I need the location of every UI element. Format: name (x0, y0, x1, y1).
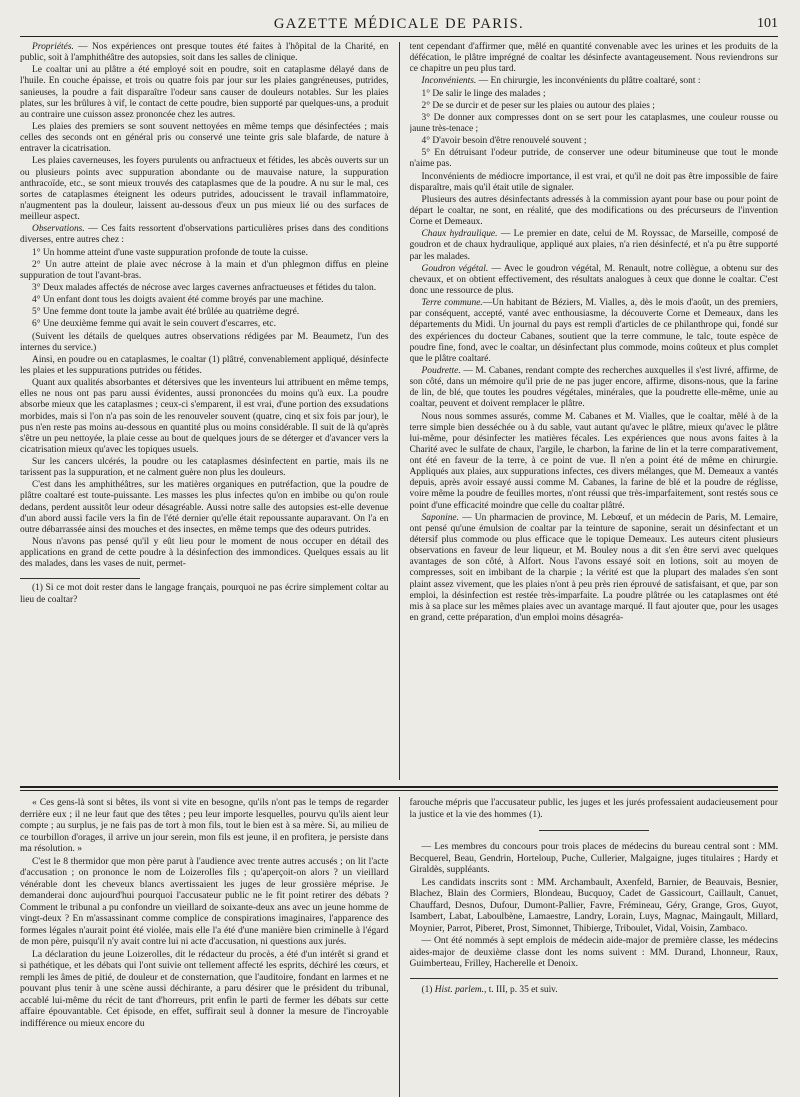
paragraph-text: 1° De salir le linge des malades ; (421, 88, 546, 99)
paragraph (20, 260, 389, 282)
section-separator-thin (20, 790, 778, 791)
paragraph (410, 148, 779, 170)
paragraph (20, 122, 389, 155)
footnote (410, 985, 779, 996)
paragraph (410, 101, 779, 112)
footnote-rest: , t. III, p. 35 et suiv. (484, 984, 558, 995)
paragraph (20, 332, 389, 354)
paragraph (410, 877, 779, 935)
paragraph (410, 89, 779, 100)
paragraph-text: 4° D'avoir besoin d'être renouvelé souvent ; (421, 136, 587, 147)
paragraph-text: 3° Deux malades affectés de nécrose avec larges cavernes anfractueuses et fétides du talon. (32, 282, 377, 293)
paragraph-text: Plusieurs des autres désinfectants adressés à la commission ayant pour base ou pour point de départ le coaltar, ne sont, en réalité, que des modifications ou des précurseurs de l'invention Corne et Demeaux. (409, 194, 778, 228)
paragraph-text: — Avec le goudron végétal, M. Renault, notre collègue, a obtenu sur des chevaux, et on obtient effectivement, des résultats analogues à ceux que donne le coaltar. C'est donc une ressource de plus. (409, 263, 778, 296)
paragraph (410, 935, 779, 970)
paragraph-text: Ainsi, en poudre ou en cataplasmes, le coaltar (1) plâtré, convenablement appliqué, désinfecte les plaies et les suppurations putrides ou fétides. (20, 354, 389, 376)
paragraph-text: 4° Un enfant dont tous les doigts avaient été comme broyés par une machine. (32, 295, 324, 306)
paragraph (20, 65, 389, 121)
paragraph (410, 229, 779, 262)
paragraph (20, 457, 389, 479)
paragraph-text: Nous n'avons pas pensé qu'il y eût lieu pour le moment de nous occuper en détail des applications en grand de cette poudre à la désinfection des immondices. Quelques essais au lit des malades, dans les vases de nuit, permet- (20, 537, 389, 570)
paragraph-text: — Nos expériences ont presque toutes été faites à l'hôpital de la Charité, en public, soit à l'amphithéâtre des autopsies, soit dans les salles de clinique. (20, 42, 389, 64)
lower-section (20, 797, 778, 1097)
paragraph-text: « Ces gens-là sont si bêtes, ils vont si vite en besogne, qu'ils n'ont pas le temps de regarder derrière eux ; il ne leur faut que des têtes ; peu leur importe lesquelles, pourvu qu'ils aient leur compte ; au surplus, je ne fais pas de tort à mon fils, tout le bien est à sa mère. Si, au milieu de ce tourbillon d'orages, il arrive un jour serein, mon fils est jeune, il en profitera, je persiste dans ma résolution. » (20, 797, 389, 854)
paragraph (20, 295, 389, 306)
page-header (20, 14, 778, 37)
column-divider (399, 42, 400, 780)
paragraph (20, 283, 389, 294)
paragraph-text: Les candidats inscrits sont : MM. Archambault, Axenfeld, Barnier, de Beauvais, Besnier, Blachez, Blain des Cormiers, Blondeau, Bucquoy, Cadet de Gassicourt, Caillault, Canuet, Chauffard, Desnos, Dufour, Dumont-Pallier, Favre, Frémineau, Géry, Grange, Gros, Guyot, Isambert, Labat, Laboulbène, Lamaestre, Landry, Lorain, Luys, Magnac, Maingault, Millard, Moynier, Parrot, Piberet, Prost, Simonnet, Thibierge, Triboulet, Vidal, Voisin, Zambaco. (409, 876, 778, 934)
paragraph-lead: Chaux hydraulique. (421, 229, 498, 240)
paragraph-text: C'est le 8 thermidor que mon père parut à l'audience avec trente autres accusés ; on lit l'acte d'accusation ; on prononce le nom de Loizerolles fils ; qu'aperçoit-on alors ? un vieillard vénérable dont les cheveux blancs avertissaient les juges de leur grossière méprise. Je demanderai donc aujourd'hui pourquoi l'accusateur public ne le fit point retirer des débats ? Comment le tribunal a pu confondre un vieillard de soixante-deux ans avec un jeune homme de vingt-deux ? En m'assassinant comme complice de conspirations imaginaires, l'apparence des formes légales n'aurait point été violée, mais elle l'a été d'une manière bien criminelle à l'égard de mon père, puisqu'il n'y avait contre lui ni acte d'accusation, ni questions aux jurés. (20, 855, 389, 947)
paragraph (20, 224, 389, 246)
paragraph (410, 298, 779, 365)
paragraph (20, 355, 389, 377)
paragraph-text: 3° De donner aux compresses dont on se sert pour les cataplasmes, une couleur rousse ou jaune très-tenace ; (409, 112, 778, 134)
lower-right-column (410, 797, 779, 1097)
paragraph-text: — Ces faits ressortent d'observations particulières prises dans des conditions diverses, entre autres chez : (20, 224, 389, 246)
section-separator (20, 786, 778, 788)
paragraph-text: Inconvénients de médiocre importance, il est vrai, et qu'il ne doit pas être impossible de faire disparaître, mais qu'il était utile de signaler. (409, 171, 778, 193)
upper-left-column (20, 42, 389, 780)
paragraph-text: 1° Un homme atteint d'une vaste suppuration profonde de toute la cuisse. (32, 247, 308, 258)
paragraph-text: Quant aux qualités absorbantes et détersives que les inventeurs lui attribuent en même temps, elles ne nous ont pas paru aussi évidentes, aussi prononcées du moins qu'à eux. La poudre absorbe mieux que les cataplasmes ; ceux-ci s'emparent, il est vrai, d'une portion des exsudations morbides, mais si l'on n'a pas soin de les renouveler souvent (quatre, cinq et six fois par jour), le pus n'en reste pas moins au-dessous en quantité plus ou moins considérable. Il suit de là qu'après s'être un peu nettoyée, la plaie cesse au bout de quelques jours de se déterger et d'avancer vers la cicatrisation mieux qu'avec les topiques usuels. (20, 378, 389, 455)
paragraph (410, 841, 779, 876)
paragraph (410, 264, 779, 297)
paragraph (410, 366, 779, 411)
continued-paragraph: farouche mépris que l'accusateur public, les juges et les jurés professaient audacieusement pour la justice et la vie des hommes (1). (409, 797, 778, 820)
paragraph-text: (Suivent les détails de quelques autres observations rédigées par M. Beaumetz, l'un des internes du service.) (20, 331, 389, 353)
paragraph (20, 949, 389, 1030)
paragraph (20, 797, 389, 855)
paragraph-text: — Le premier en date, celui de M. Royssac, de Marseille, composé de goudron et de chaux hydraulique, appliqué aux plaies, n'a rien désinfecté, et n'a pu être supporté par les malades. (409, 229, 778, 262)
footnote-mark: (1) (421, 984, 435, 995)
paragraph-text: — En chirurgie, les inconvénients du plâtre coaltaré, sont : (476, 76, 701, 87)
paragraph (20, 378, 389, 456)
paragraph-lead: Terre commune. (421, 298, 483, 309)
paragraph (20, 537, 389, 570)
paragraph-lead: Poudrette. (421, 365, 461, 376)
column-divider (399, 797, 400, 1097)
paragraph (20, 42, 389, 64)
footnote: (1) Si ce mot doit rester dans le langage français, pourquoi ne pas écrire simplement coltar au lieu de coaltar? (20, 583, 389, 605)
paragraph-text: — Les membres du concours pour trois places de médecins du bureau central sont : MM. Becquerel, Beau, Gendrin, Horteloup, Puche, Cullerier, Malgaigne, juges titulaires ; Hardy et Giraldès, suppléants. (409, 841, 778, 875)
paragraph-text: 2° De se durcir et de peser sur les plaies ou autour des plaies ; (421, 100, 655, 111)
paragraph-text: C'est dans les amphithéâtres, sur les matières organiques en putréfaction, que la poudre de plâtre coaltaré est toute-puissante. Les masses les plus infectes qu'on en imbibe ou qu'on roule dedans, perdent aussitôt leur odeur désagréable. Aussi notre salle des autopsies est-elle devenue d'un abord aussi facile vers la fin de l'été dernier qu'elle était repoussante auparavant. On l'a en outre débarrassée ainsi des mouches et des insectes, en même temps que des odeurs putrides. (20, 480, 389, 535)
footnote-source: Hist. parlem. (434, 984, 484, 995)
paragraph (410, 412, 779, 512)
paragraph-text: Les plaies caverneuses, les foyers purulents ou anfractueux et fétides, les abcès ouverts sur un ou plusieurs points avec suppuration abondante ou de mauvaise nature, la suppuration anthracoïde, etc., se sont mieux trouvés des cataplasmes que de la poudre. A nu sur le mal, ces sortes de cataplasmes éteignent les odeurs putrides, adoucissent le travail inflammatoire, n'augmentent pas la douleur, laissent au-dessous d'eux un pus mieux lié ou des surfaces de meilleur aspect. (20, 156, 389, 223)
paragraph-text: La déclaration du jeune Loizerolles, dit le rédacteur du procès, a été d'un intérêt si grand et si pathétique, et les débats qui l'ont suivie ont tellement affecté les esprits, déchiré les cœurs, et rempli les âmes de pitié, de douleur et de consternation, que l'auditoire, fondant en larmes et ne pouvant plus tenir à une scène aussi déchirante, a paru désirer que le président du tribunal, accablé lui-même du récit de tant d'horreurs, prit enfin le parti de fermer les débats sur cette affaire épouvantable. Cet épisode, en effet, suffirait seul à donner la mesure de l'incroyable indifférence ou mieux encore du (20, 948, 389, 1029)
paragraph (20, 156, 389, 223)
paragraph (20, 480, 389, 536)
paragraph (410, 513, 779, 624)
paragraph-text: Nous nous sommes assurés, comme M. Cabanes et M. Vialles, que le coaltar, mêlé à de la terre simple bien desséchée ou à du sable, vaut autant qu'avec le plâtre, mieux qu'avec le plâtre lui-même, pour désinfecter les matières fécales. Les expériences que nous avons faites à la Charité avec le sulfate de chaux, l'argile, le charbon, la farine de lin et la terre comparativement, ont été en faveur de la terre, à ce point de vue. Il n'en a point été de même en chirurgie. Appliqués aux plaies, aux suppurations infectes, ces divers mélanges, que M. Demeaux a vantés depuis, après avoir essayé aussi comme M. Cabanes, la farine de blé et la poudre de réglisse, voire même la poudre de feuilles mortes, n'ont réussi que très-imparfaitement, sont restés sous ce point d'une efficacité moindre que celle du coaltar plâtré. (409, 411, 778, 511)
paragraph-lead: Goudron végétal. (421, 263, 489, 274)
paragraph (410, 42, 779, 75)
paragraph (20, 856, 389, 948)
paragraph-text: Sur les cancers ulcérés, la poudre ou les cataplasmes désinfectent en partie, mais ils ne tarissent pas la suppuration, et ne calment guère non plus les douleurs. (20, 457, 389, 479)
paragraph-text: 6° Une deuxième femme qui avait le sein couvert d'escarres, etc. (32, 319, 276, 330)
paragraph-lead: Saponine. (421, 512, 459, 523)
paragraph (410, 172, 779, 194)
paragraph-text: Les plaies des premiers se sont souvent nettoyées en même temps que désinfectées ; mais celles des seconds ont en général pris ou conservé une teinte gris sale blafarde, de nature à entraver la cicatrisation. (20, 121, 389, 155)
paragraph (410, 113, 779, 135)
paragraph (20, 307, 389, 318)
paragraph-text: — M. Cabanes, rendant compte des recherches auxquelles il s'est livré, affirme, de son côté, dans un mémoire qu'il prie de ne pas juger encore, affirme, disons-nous, que la farine de lin, de blé, que toutes les poudres végétales, minérales, que la poudrette elle-même, unie au coaltar, peuvent et doivent remplacer le plâtre. (409, 365, 778, 410)
paragraph-text: —Un habitant de Béziers, M. Vialles, a, dès le mois d'août, un des premiers, par conséquent, accepté, vanté avec enthousiasme, la découverte Corne et Demeaux, dans les départements du Midi. Un journal du pays est rempli d'articles de ce philanthrope qui, fondé sur des expériences du docteur Cabanes, soutient que la terre commune, le talc, toute espèce de poudre fine, fond, avec le coaltar, un désinfectant plus commode, moins coûteux et plus complet que le plâtre coaltaré. (409, 298, 778, 364)
paragraph-text: 2° Un autre atteint de plaie avec nécrose à la main et d'un phlegmon diffus en pleine suppuration de tout l'avant-bras. (20, 259, 389, 281)
paragraph-text: 5° En détruisant l'odeur putride, de conserver une odeur bitumineuse que tout le monde n'aime pas. (409, 148, 778, 170)
paragraph (410, 195, 779, 228)
upper-section (20, 42, 778, 780)
paragraph (410, 136, 779, 147)
footnote-rule (410, 978, 779, 979)
lower-left-column (20, 797, 389, 1097)
paragraph-text: Le coaltar uni au plâtre a été employé soit en poudre, soit en cataplasme délayé dans de l'huile. En couche épaisse, et trois ou quatre fois par jour sur les plaies gangréneuses, putrides, sanieuses, la poudre a fait disparaître l'odeur sans causer de douleurs notables. Sur les plaies plates, sur les brûlures à vif, le contact de cette poudre, bien supporté par quelques-uns, a produit au contraire une cuisson assez prononcée chez les autres. (20, 65, 389, 120)
paragraph (20, 248, 389, 259)
paragraph-text: tent cependant d'affirmer que, mêlé en quantité convenable avec les urines et les produits de la défécation, le plâtre imprégné de coaltar les désinfecte avantageusement. Nous reviendrons sur ce chapitre un peu plus tard. (409, 42, 778, 75)
paragraph-lead: Inconvénients. (421, 76, 477, 87)
paragraph-text: — Ont été nommés à sept emplois de médecin aide-major de première classe, les médecins aides-major de deuxième classe dont les noms suivent : MM. Durand, Lhonneur, Raux, Guimberteau, Frilley, Hacherelle et Denoix. (409, 935, 778, 969)
paragraph (410, 76, 779, 87)
upper-right-column (410, 42, 779, 780)
footnote-rule (20, 578, 140, 579)
paragraph-lead: Observations. (32, 224, 85, 235)
short-rule (539, 830, 649, 831)
paragraph-text: 5° Une femme dont toute la jambe avait été brûlée au quatrième degré. (32, 307, 300, 318)
paragraph-text: — Un pharmacien de province, M. Lebœuf, et un médecin de Paris, M. Lemaire, ont pensé qu'une émulsion de coaltar par la teinture de saponine, serait un désinfectant et un détersif plus commode ou plus efficace que le topique Demeaux. Les auteurs citent plusieurs observations en faveur de leur liqueur, et M. Bouley nous a dit s'en être servi avec quelques avantages de son côté, à Alfort. Nous l'avons essayé soit en lotions, soit au moyen de compresses, soit en imbibant de la charpie ; la vérité est que la plupart des malades s'en sont plaint assez vivement, que les plaies n'ont à peu près rien éprouvé de satisfaisant, et que, par son emploi, la désinfection est restée très-imparfaite. La poudre plâtrée ou les cataplasmes ont été mis à sa place sur les mêmes plaies avec un avantage marqué. Il faut ajouter que, pour les usages en grand, cette préparation, d'un emploi moins désagréa- (409, 512, 778, 624)
paragraph-lead: Propriétés. (32, 42, 74, 52)
page-number: 101 (757, 16, 778, 31)
journal-title: GAZETTE MÉDICALE DE PARIS. (273, 16, 525, 32)
paragraph (20, 319, 389, 330)
